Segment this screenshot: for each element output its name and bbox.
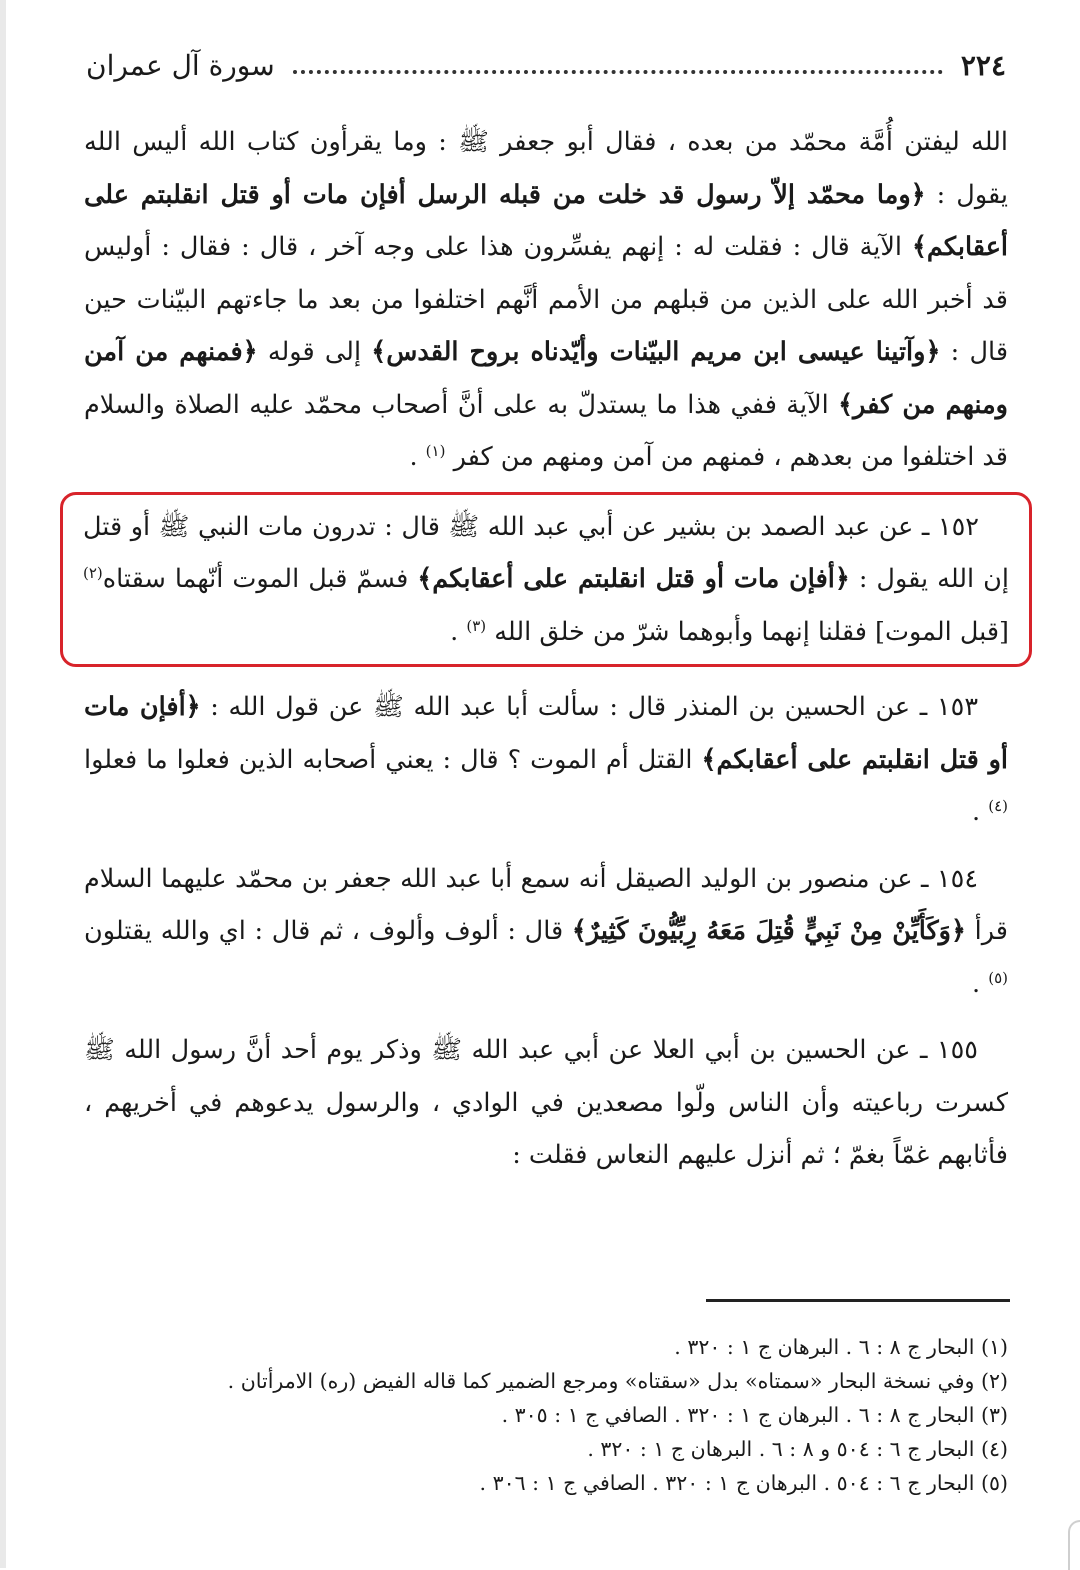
footnote-5: (٥) البحار ج ٦ : ٥٠٤ . البرهان ج ١ : ٣٢٠ . الصافي ج ١ : ٣٠٦ . <box>479 1471 1008 1495</box>
hadith-154: ١٥٤ ـ عن منصور بن الوليد الصيقل أنه سمع أبا عبد الله جعفر بن محمّد عليهما السلام قرأ ﴿وَكَأَيِّنْ مِنْ نَبِيٍّ قُتِلَ مَعَهُ رِبِّيُّونَ كَثِيرٌ﴾ قال : ألوف وألوف ، ثم قال : اي والله يقتلون $^{(٥)}$ . <box>84 863 1008 999</box>
hadith-number: ١٥٥ ـ <box>919 1035 978 1065</box>
hadith-number: ١٥٢ ـ <box>921 511 979 542</box>
highlighted-hadith-box <box>60 492 1032 668</box>
footnote-1: (١) البحار ج ٨ : ٦ . البرهان ج ١ : ٣٢٠ . <box>674 1335 1008 1359</box>
page-corner <box>1068 1520 1080 1570</box>
running-header <box>86 40 1006 90</box>
quran-quote: ﴿وَكَأَيِّنْ مِنْ نَبِيٍّ قُتِلَ مَعَهُ رِبِّيُّونَ كَثِيرٌ﴾ <box>571 916 966 946</box>
footnote-4: (٤) البحار ج ٦ : ٥٠٤ و ٨ : ٦ . البرهان ج ١ : ٣٢٠ . <box>587 1437 1008 1461</box>
footnote-separator <box>706 1299 1010 1302</box>
page-edge <box>0 0 6 1568</box>
main-text <box>84 116 1008 1182</box>
quran-quote: ﴿وما محمّد إلاّ رسول قد خلت من قبله الرسل أفإن مات أو قتل انقلبتم على أعقابكم﴾ <box>84 179 1008 262</box>
hadith-number: ١٥٤ ـ <box>921 863 979 894</box>
hadith-number: ١٥٣ ـ <box>919 692 979 722</box>
hadith-152: ١٥٢ ـ عن عبد الصمد بن بشير عن أبي عبد الله ﷺ قال : تدرون مات النبي ﷺ أو قتل إن الله يقول : ﴿أفإن مات أو قتل انقلبتم على أعقابكم﴾ فسمّ قبل الموت أنّهما سقتاه$^{(٢)}$ [قبل الموت] فقلنا إنهما وأبوهما شرّ من خلق الله $^{(٣)}$ . <box>83 511 1009 647</box>
quran-quote: ﴿وآتينا عيسى ابن مريم البيّنات وأيّدناه بروح القدس﴾ <box>371 337 941 367</box>
footnote-2: (٢) وفي نسخة البحار «سمتاه» بدل «سقتاه» ومرجع الضمير كما قاله الفيض (ره) الامرأتان . <box>227 1369 1008 1393</box>
footnote-ref[interactable]: (٢) <box>83 564 103 582</box>
hadith-155: ١٥٥ ـ عن الحسين بن أبي العلا عن أبي عبد الله ﷺ وذكر يوم أحد أنَّ رسول الله ﷺ كسرت رباعيته وأن الناس ولّوا مصعدين في الوادي ، والرسول يدعوهم في أخريهم ، فأثابهم غمّاً بغمّ ؛ ثم أنزل عليهم النعاس فقلت : <box>84 1035 1008 1170</box>
header-dot-leader <box>293 56 943 74</box>
quran-quote: ﴿فمنهم من آمن ومنهم من كفر﴾ <box>84 337 1008 420</box>
paragraph-continuation: الله ليفتن أُمَّة محمّد من بعده ، فقال أبو جعفر ﷺ : وما يقرأون كتاب الله أليس الله يقول : ﴿وما محمّد إلاّ رسول قد خلت من قبله الرسل أفإن مات أو قتل انقلبتم على أعقابكم﴾ الآية قال : فقلت له : إنهم يفسِّرون هذا على وجه آخر ، قال : فقال : أوليس قد أخبر الله على الذين من قبلهم من الأمم أنَّهم اختلفوا من بعد ما جاءتهم البيّنات حين قال : ﴿وآتينا عيسى ابن مريم البيّنات وأيّدناه بروح القدس﴾ إلى قوله ﴿فمنهم من آمن ومنهم من كفر﴾ الآية ففي هذا ما يستدلّ به على أنَّ أصحاب محمّد عليه الصلاة والسلام قد اختلفوا من بعدهم ، فمنهم من آمن ومنهم من كفر $^{(١)}$ . <box>84 127 1009 472</box>
footnote-ref[interactable]: (٤) <box>988 797 1008 815</box>
quran-quote: ﴿أفإن مات أو قتل انقلبتم على أعقابكم﴾ <box>84 692 1009 775</box>
footnotes <box>90 1330 1008 1500</box>
footnote-ref[interactable]: (٣) <box>466 616 487 635</box>
quran-quote: ﴿أفإن مات أو قتل انقلبتم على أعقابكم﴾ <box>417 564 850 594</box>
footnote-3: (٣) البحار ج ٨ : ٦ . البرهان ج ١ : ٣٢٠ . الصافي ج ١ : ٣٠٥ . <box>501 1403 1008 1427</box>
surah-title: سورة آل عمران <box>86 48 275 82</box>
footnote-ref[interactable]: (٥) <box>988 968 1008 987</box>
page-number: ٢٢٤ <box>960 48 1006 82</box>
hadith-153: ١٥٣ ـ عن الحسين بن المنذر قال : سألت أبا عبد الله ﷺ عن قول الله : ﴿أفإن مات أو قتل انقلبتم على أعقابكم﴾ القتل أم الموت ؟ قال : يعني أصحابه الذين فعلوا ما فعلوا $^{(٤)}$ . <box>84 692 1009 827</box>
footnote-ref[interactable]: (١) <box>425 442 446 460</box>
